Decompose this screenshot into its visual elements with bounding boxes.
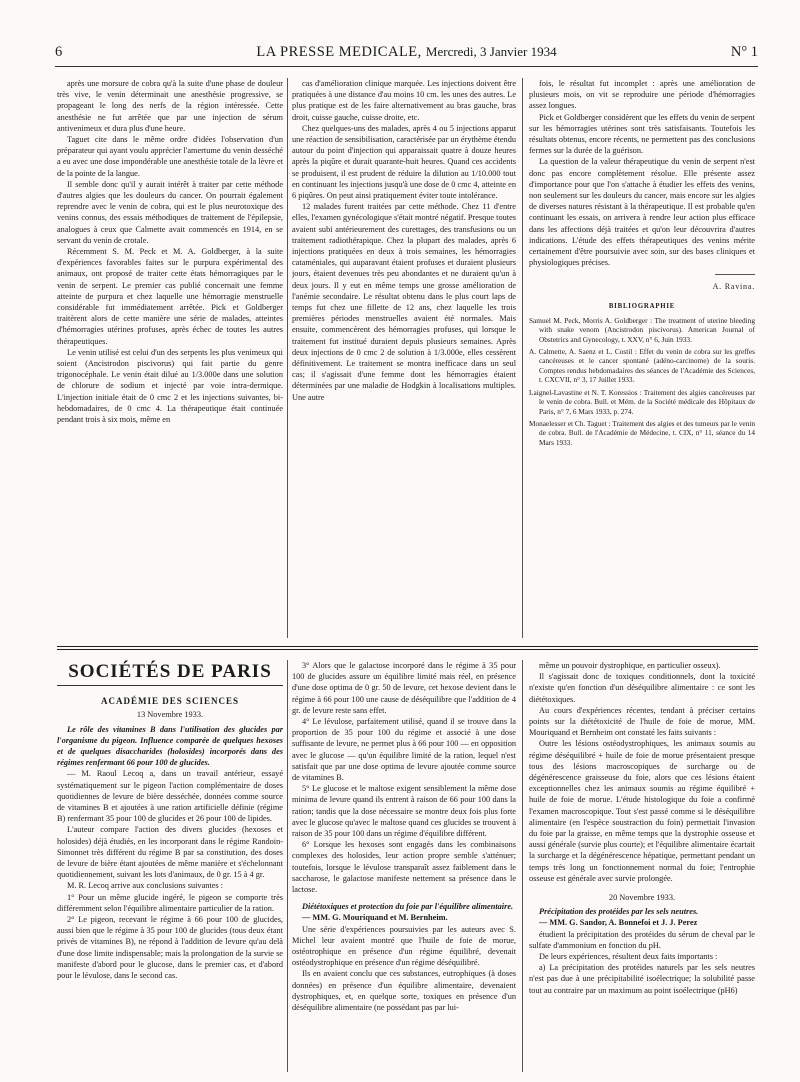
paragraph: 6° Lorsque les hexoses sont engagés dans les combinaisons complexes des holosides, leur action propre semble s'atténuer; toutefois, lorsque le lévulose transparaît assez faiblement dans le saccharose, le galactose manifeste nettement sa présence dans le lactose.: [292, 840, 516, 895]
bottom-column-1: [57, 660, 283, 1072]
top-column-3: [529, 78, 755, 638]
communication-title: Le rôle des vitamines B dans l'utilisation des glucides par l'organisme du pigeon. Influence comparée de quelques hexoses et de quelques disaccharides (holosides) incorporés dans des régimes renfermant 66 pour 100 de glucides.: [57, 724, 283, 768]
bibliography-entry: Monaelesser et Ch. Taguet : Traitement des algies et des tumeurs par le venin de cobra. Bull. de l'Académie de Médecine, t. CIX, n° 11, séance du 14 Mars 1933.: [529, 418, 755, 447]
section-rule: [57, 646, 758, 647]
paragraph: 12 malades furent traitées par cette méthode. Chez 11 d'entre elles, l'examen gynécologique s'était montré négatif. Presque toutes avaient subi antérieurement des curettages, des transfusions ou un traitement radiothérapique. Chez la plupart des malades, après 6 injections pratiquées en deux à trois semaines, les hémorragies cataméniales, qui auparavant étaient profuses et duraient plusieurs jours, étaient devenues très peu abondantes et ne duraient qu'un à deux jours. Il y eut en même temps une grosse amélioration de l'anémie secondaire. Le résultat obtenu dans le plus court laps de temps fut chez une fillette de 12 ans, chez laquelle les trois premières périodes menstruelles avaient été normales. Mais ensuite, commencèrent des hémorragies profuses, qui lorsque le traitement fut institué duraient depuis plusieurs semaines. Après deux injections de 0 cmc 2 de solution à 1/3.000e, elles cessèrent définitivement. Le traitement se montra inefficace dans un seul cas; il s'agissait d'une femme dont les hémorragies étaient déterminées par une maladie de Hodgkin à localisations multiples. Une autre: [292, 202, 516, 402]
paragraph: 1° Pour un même glucide ingéré, le pigeon se comporte très différemment selon l'équilibre alimentaire particulier de la ration.: [57, 892, 283, 913]
paragraph: — M. Raoul Lecoq a, dans un travail antérieur, essayé systématiquement sur le pigeon l'action complémentaire de doses quotidiennes de levure de bière desséchée, données comme source de vitamines B et ajoutées à une ration artificielle définie (régime B) renfermant 35 pour 100 de glucides et 26 pour 100 de lipides.: [57, 769, 283, 824]
paragraph: étudient la précipitation des protéides du sérum de cheval par le sulfate d'ammonium en fonction du pH.: [529, 929, 755, 950]
bottom-column-3: [529, 660, 755, 1072]
bibliography-entry: Samuel M. Peck, Morris A. Goldberger : The treatment of uterine bleeding with snake venom (Ancistrodon piscivorus). American Journal of Obstetrics and Gynecology, t. XXV, n° 6, Juin 1933.: [529, 315, 755, 344]
section-rule: [57, 649, 758, 650]
paragraph: cas d'amélioration clinique marquée. Les injections doivent être pratiquées à une distance d'au moins 10 cm. les unes des autres. Le plus pratique est de les faire alternativement au bras gauche, bras droit, cuisse gauche, cuisse droite, etc.: [292, 79, 516, 122]
communication-title: Diététoxiques et protection du foie par l'équilibre alimentaire.: [302, 902, 514, 912]
paragraph: 2° Le pigeon, recevant le régime à 66 pour 100 de glucides, aussi bien que le régime à 35 pour 100 de glucides (tous deux étant privés de vitamines B), ne répond à l'addition de levure qu'au delà d'une dose limite indispensable; mais la prolongation de la survie se manifeste d'abord pour le glucose, dans le premier cas, et d'abord pour le lévulose, dans le second cas.: [57, 915, 283, 981]
journal-title-line: [55, 44, 758, 61]
communication-authors: — MM. G. Mouriquand et M. Bernheim.: [302, 913, 448, 923]
bottom-column-2: [292, 660, 516, 1072]
paragraph: fois, le résultat fut incomplet : après une amélioration de plusieurs mois, on vit se reproduire une période d'hémorragies assez longues.: [529, 79, 755, 111]
column-divider: [287, 660, 288, 1072]
bibliography-entry: A. Calmette, A. Saenz et L. Costil : Effet du venin de cobra sur les greffes cancéreuses et le cancer spontané (adéno-carcinome) de la souris. Comptes rendus hebdomadaires des séances de l'Académie des Sciences, t. CXCVII, n° 3, 17 Juillet 1933.: [529, 347, 755, 385]
paragraph: De leurs expériences, résultent deux faits importants :: [539, 952, 718, 962]
paragraph: Chez quelques-uns des malades, après 4 ou 5 injections apparut une réaction de sensibilisation, caractérisée par un érythème étendu autour du point d'injection qui apparaissait quatre à douze heures après la piqûre et durait quarante-huit heures. Quand ces accidents se produisent, il est prudent de réduire la dilution au 1/10.000 tout en continuant les injections jusqu'à une dose de 0 cmc 4, atteinte en 6 piqûres. On peut ainsi pratiquement éviter toute intolérance.: [292, 123, 516, 201]
author-signature: A. Ravina.: [712, 282, 755, 292]
column-divider: [287, 78, 288, 638]
bibliography-heading: BIBLIOGRAPHIE: [608, 302, 676, 310]
paragraph: Une série d'expériences poursuivies par les auteurs avec S. Michel leur avaient montré que l'huile de foie de morue, ostéotrophique en présence d'un régime équilibré, devenait ostéodystrophique en présence d'un régime déséquilibré.: [292, 924, 516, 968]
page-number: 6: [55, 44, 63, 60]
section-title: SOCIÉTÉS DE PARIS: [57, 666, 283, 686]
issue-number: N° 1: [730, 44, 758, 60]
top-column-2: [292, 78, 516, 638]
issue-date: Mercredi, 3 Janvier 1934: [425, 44, 557, 59]
divider: [715, 274, 755, 275]
journal-title: LA PRESSE MEDICALE,: [256, 44, 422, 60]
paragraph: L'auteur compare l'action des divers glucides (hexoses et holosides) déjà étudiés, en les incorporant dans le régime Randoin-Simonnet très différent du régime B par sa constitution, des doses de levure de bière étant ajoutées de même manière et s'échelonnant quotidiennement, suivant les lots d'animaux, de 0 gr. 15 à 4 gr.: [57, 825, 283, 880]
paragraph: 3° Alors que le galactose incorporé dans le régime à 35 pour 100 de glucides assure un équilibre limité mais réel, en présence d'une dose optima de 0 gr. 50 de levure, cet hexose devient dans le régime à 66 pour 100 une cause de déséquilibre que l'addition de 4 gr. de levure reste sans effet.: [292, 661, 516, 715]
paragraph: M. R. Lecoq arrive aux conclusions suivantes :: [67, 881, 223, 891]
paragraph: 4° Le lévulose, parfaitement utilisé, quand il se trouve dans la proportion de 35 pour 100 du régime et associé à une dose suffisante de levure, ne permet plus à 66 pour 100 — en opposition avec le glucose — qu'un équilibre limité de la ration, lequel n'est satisfait que par une dose optima de levure ajoutée comme source de vitamines B.: [292, 717, 516, 783]
paragraph: 5° Le glucose et le maltose exigent sensiblement la même dose minima de levure quand ils entrent à raison de 66 pour 100 dans la ration; tandis que la dose nécessaire se montre deux fois plus forte avec le glucose qu'avec le maltose quand ces glucides se trouvent à raison de 35 pour 100 dans un régime d'équilibre différent.: [292, 784, 516, 839]
paragraph: Pick et Goldberger considèrent que les effets du venin de serpent sur les hémorragies utérines sont très satisfaisants. Toutefois les résultats obtenus, encore récents, ne permettent pas des conclusions fermes sur la durée de la guérison.: [529, 112, 755, 156]
academy-heading: ACADÉMIE DES SCIENCES: [100, 696, 240, 707]
paragraph: même un pouvoir dystrophique, en particulier osseux).: [539, 661, 721, 670]
bibliography-entry: Laignel-Lavastine et N. T. Koressios : Traitement des algies cancéreuses par le venin de cobra. Bull. et Mém. de la Société médicale des Hôpitaux de Paris, n° 7, 6 Mars 1933, p. 274.: [529, 387, 755, 416]
page-header: [55, 44, 758, 67]
paragraph: Au cours d'expériences récentes, tendant à préciser certains points sur la diététoxicité de l'huile de foie de morue, MM. Mouriquand et Bernheim ont constaté les faits suivants :: [529, 705, 755, 738]
top-column-1: [57, 78, 283, 638]
paragraph: Le venin utilisé est celui d'un des serpents les plus venimeux qui soient (Ancistrodon piscivorus) qui fait partie du genre trigonocéphale. Le venin était dilué au 1/3.000e dans une solution de chlorure de sodium et injecté par voie intra-dermique. L'injection initiale était de 0 cmc 2 et les injections suivantes, bi-hebdomadaires, de 0 cmc 4. La thérapeutique était continuée pendant trois à six mois, même en: [57, 347, 283, 425]
paragraph: après une morsure de cobra qu'à la suite d'une phase de douleur très vive, le venin déterminait une anesthésie progressive, se propageant le long des nerfs de la région intéressée. Cette anesthésie ne fut arrêtée que par une injection de sérum antivenimeux et dura plus d'une heure.: [57, 79, 283, 133]
paragraph: Outre les lésions ostéodystrophiques, les animaux soumis au régime déséquilibré + huile de foie de morue présentaient presque tous des lésions macroscopiques de surcharge ou de dégénérescence graisseuse du foie, alors que ces lésions étaient exceptionnelles chez les animaux soumis au régime équilibré + huile de foie de morue. L'étude histologique du foie a confirmé l'examen macroscopique. Tout s'est passé comme si le déséquilibre alimentaire (en l'espèce soustraction du foin) permettait l'invasion du foie par la graisse, en même temps que la dystrophie osseuse et aussi générale (survie plus courte); et l'équilibre alimentaire écartait la surcharge et la dégénérescence hépatique, permettant pendant un temps très long un fonctionnement normal du foie; l'entrophie osseuse est générale avec survie prolongée.: [529, 739, 755, 883]
communication-title: Précipitation des protéides par les sels neutres.: [539, 907, 699, 917]
communication-authors: — MM. G. Sandor, A. Bonnefoi et J. J. Perez: [539, 918, 698, 928]
session-date: 13 Novembre 1933.: [136, 710, 204, 720]
paragraph: Il s'agissait donc de toxiques conditionnels, dont la toxicité n'existe qu'en fonction d'un déséquilibre alimentaire : ce sont les diététoxiques.: [529, 672, 755, 704]
paragraph: Il semble donc qu'il y aurait intérêt à traiter par cette méthode d'autres algies que les douleurs du cancer. On pourrait également reprendre avec le venin de cobra, qui est le plus neurotoxique des venins connus, des essais méthodiques de traitement de l'épilepsie, analogues à ceux que Calmette avait commencés en 1914, en se servant du venin de crotale.: [57, 179, 283, 245]
paragraph: Ils en avaient conclu que ces substances, eutrophiques (à doses données) en présence d'un équilibre alimentaire, devenaient dystrophiques, et, en quelque sorte, toxiques en présence d'un déséquilibre alimentaire (ne possédant pas par lui-: [292, 969, 516, 1013]
paragraph: Taguet cite dans le même ordre d'idées l'observation d'un préparateur qui ayant voulu apprécier l'amertume du venin desséché a eu avec une dose impondérable une anesthésie totale de la lèvre et de la pointe de la langue.: [57, 135, 283, 178]
session-date: 20 Novembre 1933.: [608, 893, 676, 903]
column-divider: [522, 660, 523, 1072]
column-divider: [522, 78, 523, 638]
paragraph: La question de la valeur thérapeutique du venin de serpent n'est donc pas encore complètement résolue. Elle présente assez d'importance pour que l'on s'attache à étudier les effets des venins, non seulement sur les douleurs du cancer, mais encore sur les algies de diverses natures résistant à la thérapeutique. Il est probable qu'en continuant les essais, on arrivera à rendre leur action plus efficace dans les affections déjà traitées et qu'on leur découvrira d'autres indications. L'étude des effets thérapeutiques des venins mérite certainement d'être poursuivie avec soin, sur des bases cliniques et physiologiques précises.: [529, 157, 755, 268]
paragraph: a) La précipitation des protéides naturels par les sels neutres n'est pas due à une précipitabilité isoélectrique; la solubilité passe tout au contraire par un maximum au point isoélectrique (pH6): [529, 963, 755, 995]
paragraph: Récemment S. M. Peck et M. A. Goldberger, à la suite d'expériences favorables faites sur le purpura expérimental des animaux, ont proposé de traiter cette états hémorragiques par le venin de serpent. Le premier cas publié concernait une femme atteinte de purpura et chez laquelle une hémorragie menstruelle considérable fut immédiatement arrêtée. Pick et Goldberger traitèrent alors de cette manière une série de malades, atteintes d'hémorragies utérines profuses, après échec de toutes les autres thérapeutiques.: [57, 247, 283, 346]
